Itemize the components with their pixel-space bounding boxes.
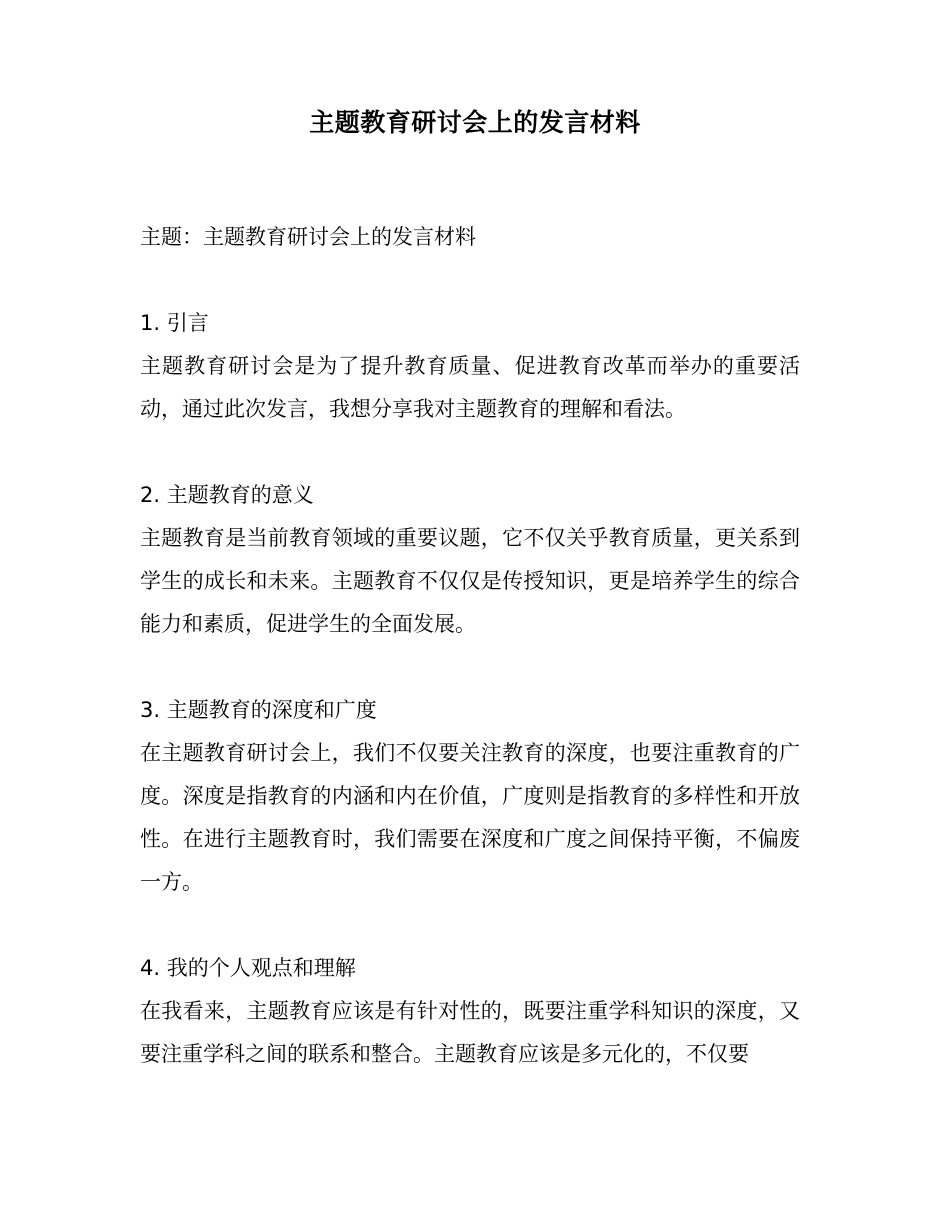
document-title: 主题教育研讨会上的发言材料 (309, 108, 641, 137)
section-heading: 2. 主题教育的意义 (140, 483, 314, 507)
section-heading: 3. 主题教育的深度和广度 (140, 698, 377, 722)
section-paragraph: 在主题教育研讨会上，我们不仅要关注教育的深度，也要注重教育的广度。深度是指教育的内涵和内在价值，广度则是指教育的多样性和开放性。在进行主题教育时，我们需要在深度和广度之间保持平衡，不偏废一方。 (140, 741, 800, 894)
section-paragraph: 主题教育是当前教育领域的重要议题，它不仅关乎教育质量，更关系到学生的成长和未来。主题教育不仅仅是传授知识，更是培养学生的综合能力和素质，促进学生的全面发展。 (140, 526, 800, 636)
document-content (140, 216, 800, 1076)
section-introduction (140, 302, 800, 431)
section-paragraph: 主题教育研讨会是为了提升教育质量、促进教育改革而举办的重要活动，通过此次发言，我想分享我对主题教育的理解和看法。 (140, 354, 800, 421)
section-depth-breadth (140, 689, 800, 904)
section-paragraph: 在我看来，主题教育应该是有针对性的，既要注重学科知识的深度，又要注重学科之间的联系和整合。主题教育应该是多元化的，不仅要 (140, 999, 800, 1066)
section-personal-view (140, 947, 800, 1076)
section-significance (140, 474, 800, 646)
section-heading: 1. 引言 (140, 311, 209, 335)
subject-line: 主题：主题教育研讨会上的发言材料 (140, 225, 476, 249)
section-heading: 4. 我的个人观点和理解 (140, 956, 356, 980)
